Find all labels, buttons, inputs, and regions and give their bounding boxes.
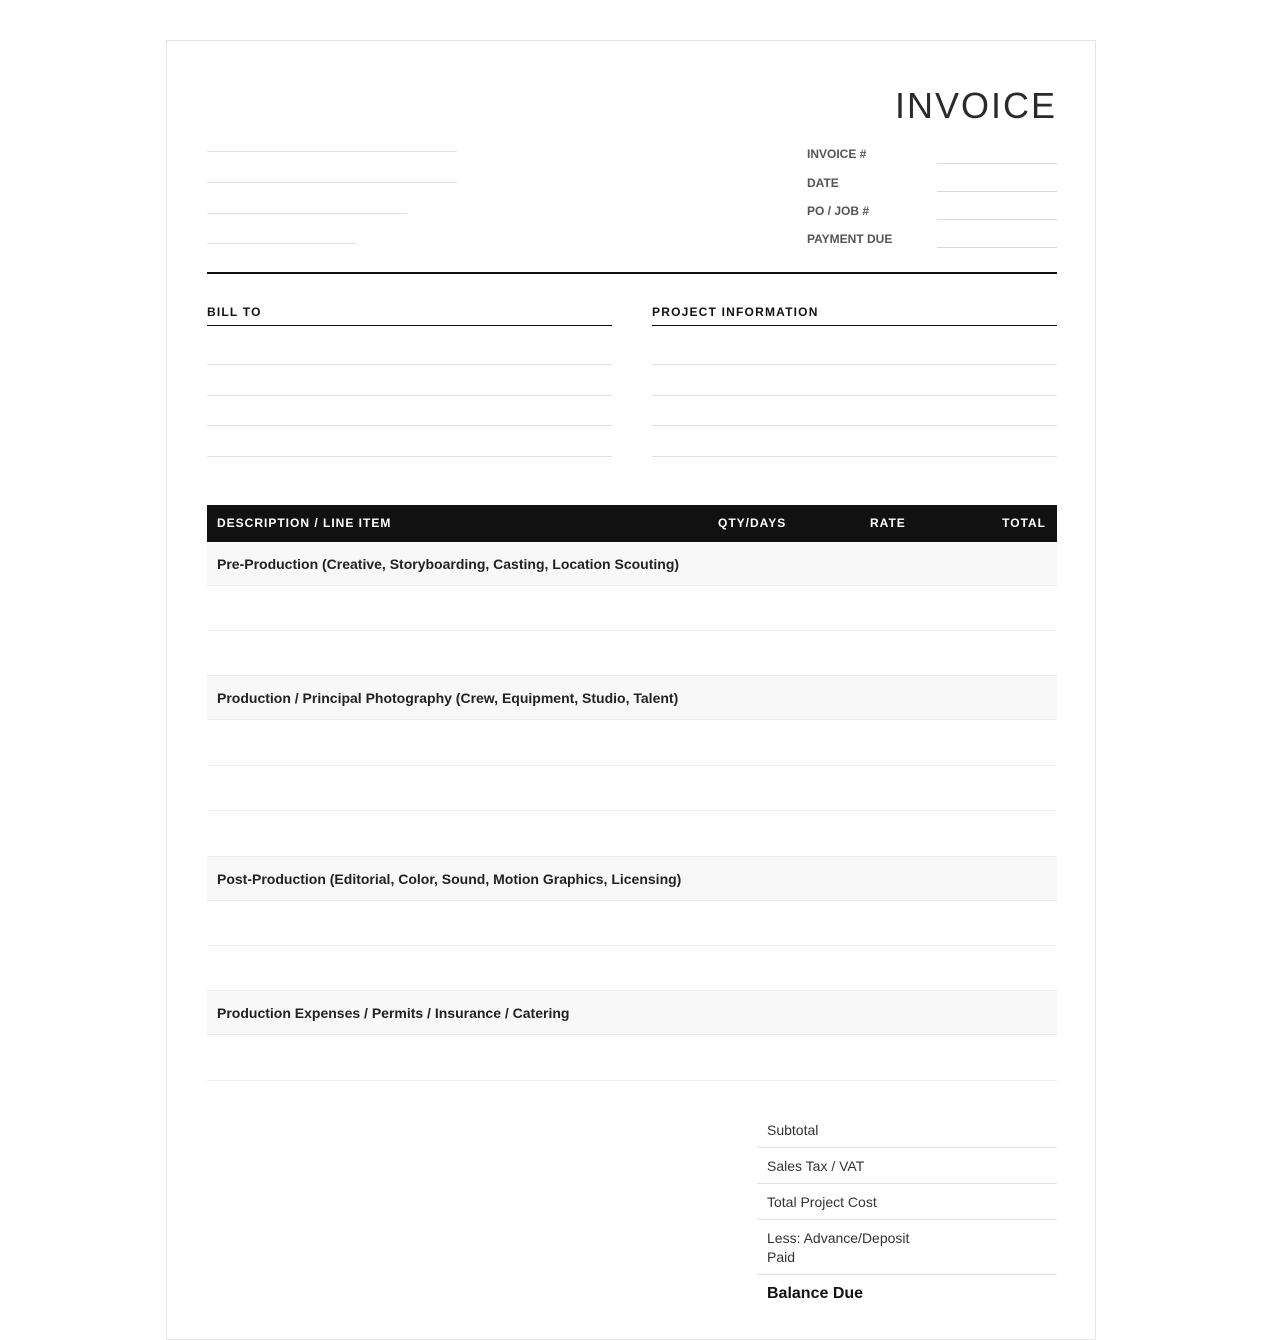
tax-row: [757, 1148, 1057, 1184]
project-info-line[interactable]: [652, 364, 1057, 365]
table-row[interactable]: [207, 811, 1057, 857]
company-name-line[interactable]: [207, 151, 457, 152]
section-label: Production / Principal Photography (Crew, Equipment, Studio, Talent): [217, 690, 679, 706]
section-row-production: [207, 676, 1057, 720]
company-city-line[interactable]: [207, 213, 407, 214]
advance-row: [757, 1220, 1057, 1275]
project-info-line[interactable]: [652, 425, 1057, 426]
company-address-line[interactable]: [207, 182, 457, 183]
date-input[interactable]: [937, 191, 1057, 192]
payment-due-label: PAYMENT DUE: [807, 232, 893, 246]
date-field: [807, 176, 1057, 196]
invoice-number-label: INVOICE #: [807, 147, 867, 161]
section-label: Post-Production (Editorial, Color, Sound, Motion Graphics, Licensing): [217, 871, 682, 887]
total-cost-row: [757, 1184, 1057, 1220]
tax-label: Sales Tax / VAT: [767, 1158, 865, 1174]
section-label: Production Expenses / Permits / Insurance / Catering: [217, 1005, 570, 1021]
invoice-title: INVOICE: [894, 85, 1057, 126]
po-job-input[interactable]: [937, 219, 1057, 220]
table-row[interactable]: [207, 901, 1057, 946]
subtotal-label: Subtotal: [767, 1122, 819, 1138]
section-row-post-production: [207, 857, 1057, 901]
project-info-line[interactable]: [652, 395, 1057, 396]
line-items-header: [207, 505, 1057, 542]
table-row[interactable]: [207, 946, 1057, 991]
bill-to-line[interactable]: [207, 364, 612, 365]
col-total: TOTAL: [1002, 516, 1046, 530]
po-job-label: PO / JOB #: [807, 204, 870, 218]
section-label: Pre-Production (Creative, Storyboarding, Casting, Location Scouting): [217, 556, 680, 572]
bill-to-line[interactable]: [207, 456, 612, 457]
project-info-line[interactable]: [652, 456, 1057, 457]
invoice-number-field: [807, 147, 1057, 167]
table-row[interactable]: [207, 631, 1057, 676]
subtotal-row: [757, 1109, 1057, 1148]
payment-due-field: [807, 232, 1057, 252]
section-row-expenses: [207, 991, 1057, 1035]
advance-label: Less: Advance/Deposit Paid: [767, 1230, 910, 1265]
total-cost-label: Total Project Cost: [767, 1194, 877, 1210]
bill-to-line[interactable]: [207, 395, 612, 396]
po-job-field: [807, 204, 1057, 224]
header-divider: [207, 272, 1057, 274]
line-items-table: [207, 505, 1057, 1081]
project-info-section: [652, 305, 1057, 326]
table-row[interactable]: [207, 766, 1057, 811]
table-row[interactable]: [207, 1035, 1057, 1081]
col-qty: QTY/DAYS: [718, 516, 787, 530]
invoice-number-input[interactable]: [937, 163, 1057, 164]
balance-due-label: Balance Due: [767, 1285, 864, 1302]
invoice-page: [166, 40, 1096, 1340]
col-rate: RATE: [870, 516, 906, 530]
bill-to-section: [207, 305, 612, 326]
table-row[interactable]: [207, 720, 1057, 766]
table-row[interactable]: [207, 586, 1057, 631]
payment-due-input[interactable]: [937, 247, 1057, 248]
totals-section: [757, 1109, 1057, 1303]
project-info-title: PROJECT INFORMATION: [652, 305, 1057, 326]
col-description: DESCRIPTION / LINE ITEM: [217, 516, 392, 530]
section-row-pre-production: [207, 542, 1057, 586]
company-phone-line[interactable]: [207, 243, 357, 244]
bill-to-title: BILL TO: [207, 305, 612, 326]
date-label: DATE: [807, 176, 839, 190]
bill-to-line[interactable]: [207, 425, 612, 426]
